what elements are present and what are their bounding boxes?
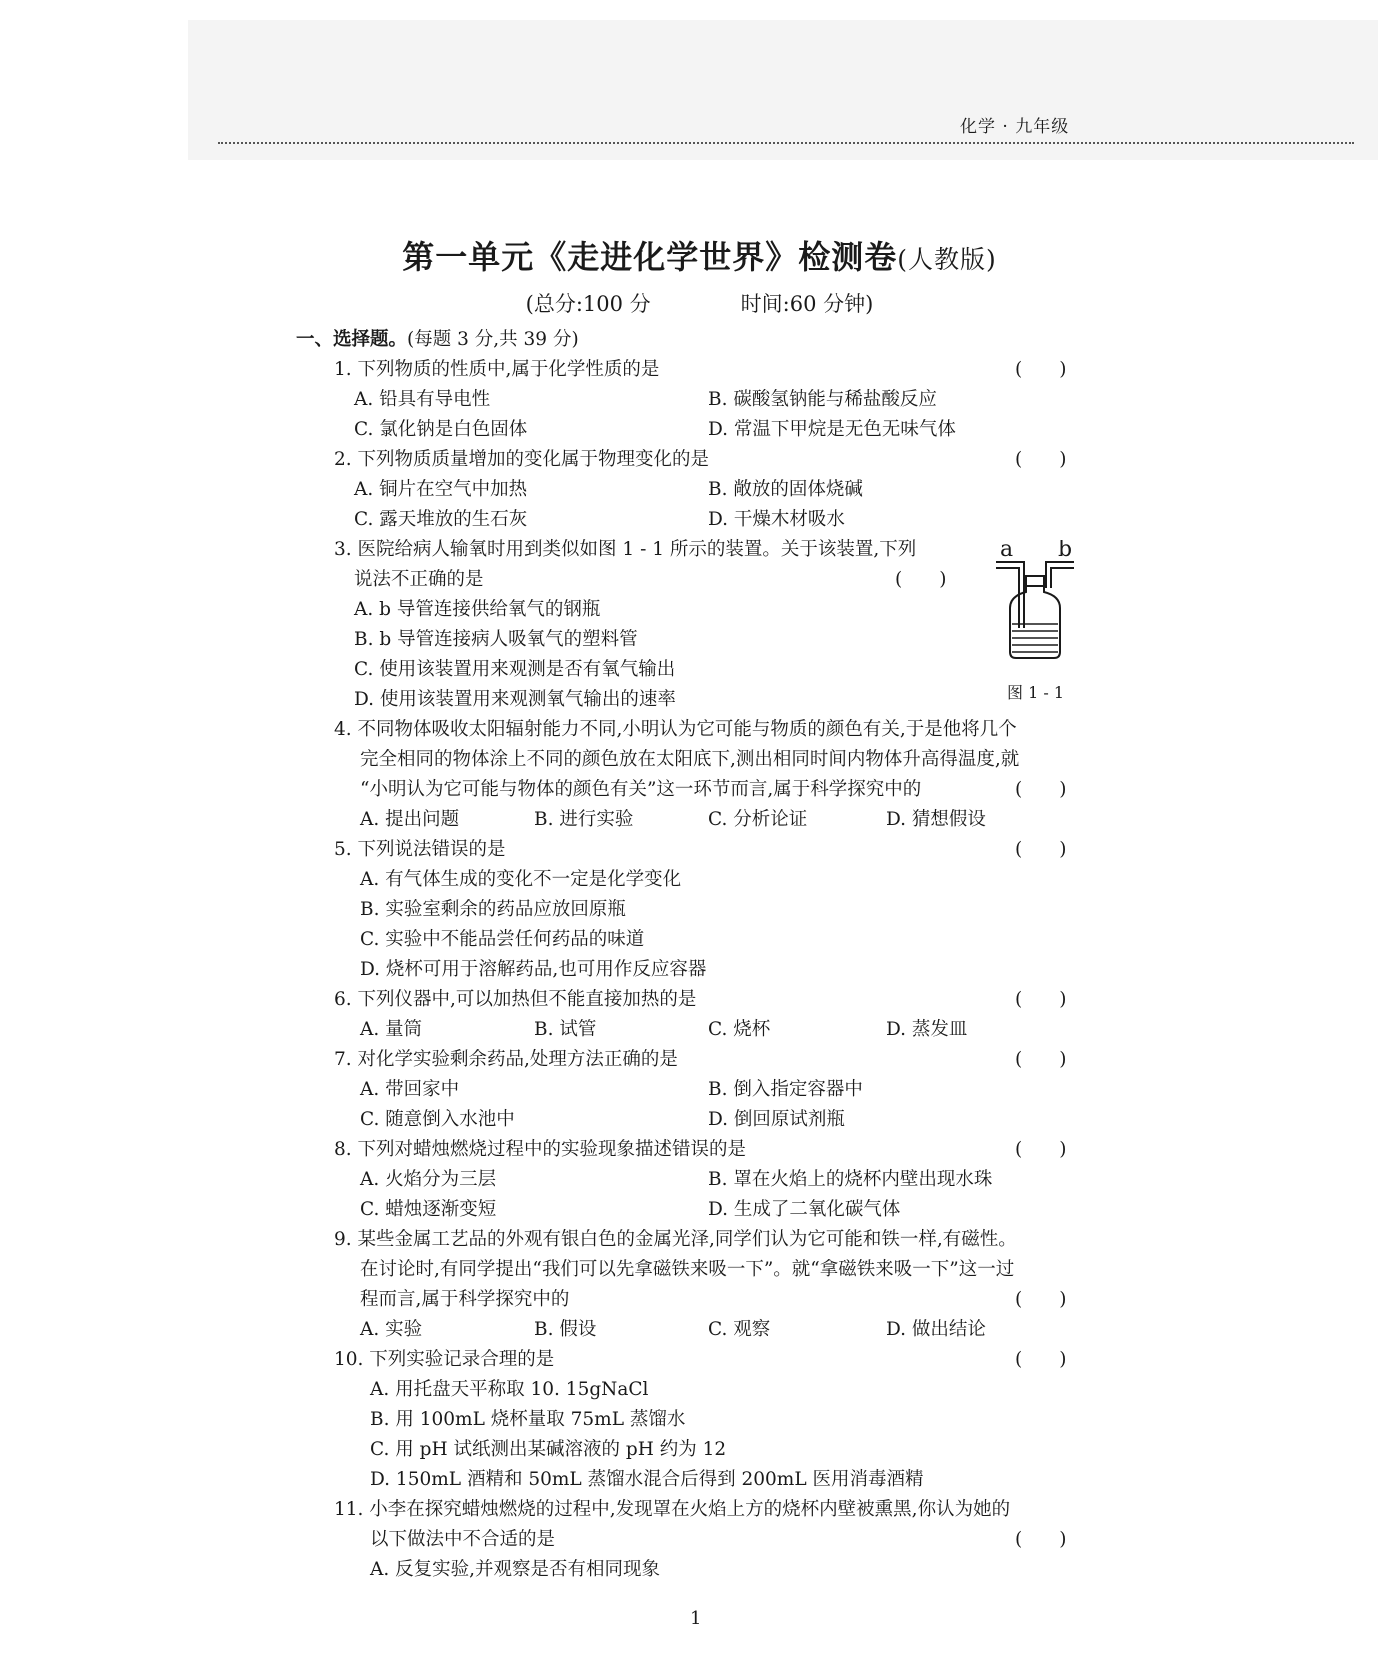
header-band bbox=[188, 20, 1378, 160]
question-5-answer-bracket[interactable]: ( ) bbox=[1015, 839, 1067, 860]
question-8-option-a: A. 火焰分为三层 bbox=[360, 1169, 497, 1190]
question-7-option-c: C. 随意倒入水池中 bbox=[360, 1109, 515, 1130]
question-2-option-d: D. 干燥木材吸水 bbox=[708, 509, 845, 530]
section-note: (每题 3 分,共 39 分) bbox=[407, 329, 579, 350]
header-divider bbox=[218, 142, 1354, 144]
figure-label-b: b bbox=[1058, 540, 1073, 562]
question-2-option-b: B. 敞放的固体烧碱 bbox=[708, 479, 863, 500]
question-5-option-d: D. 烧杯可用于溶解药品,也可用作反应容器 bbox=[360, 959, 707, 980]
question-11-option-a: A. 反复实验,并观察是否有相同现象 bbox=[370, 1559, 661, 1580]
question-9-stem-line-3: 程而言,属于科学探究中的 bbox=[360, 1289, 570, 1310]
question-8-option-d: D. 生成了二氧化碳气体 bbox=[708, 1199, 901, 1220]
question-5-stem: 5. 下列说法错误的是 bbox=[334, 839, 506, 860]
figure-label-a: a bbox=[1000, 540, 1014, 562]
question-9-stem-line-2: 在讨论时,有同学提出“我们可以先拿磁铁来吸一下”。就“拿磁铁来吸一下”这一过 bbox=[360, 1259, 1015, 1280]
question-4-stem-line-1: 4. 不同物体吸收太阳辐射能力不同,小明认为它可能与物质的颜色有关,于是他将几个 bbox=[334, 719, 1017, 740]
question-3-stem-line-2: 说法不正确的是 bbox=[354, 569, 484, 590]
question-10-answer-bracket[interactable]: ( ) bbox=[1015, 1349, 1067, 1370]
question-5-option-c: C. 实验中不能品尝任何药品的味道 bbox=[360, 929, 645, 950]
exam-meta bbox=[0, 288, 1399, 318]
question-11-stem-line-2: 以下做法中不合适的是 bbox=[370, 1529, 556, 1550]
question-4-option-d: D. 猜想假设 bbox=[886, 809, 986, 830]
question-10-option-d: D. 150mL 酒精和 50mL 蒸馏水混合后得到 200mL 医用消毒酒精 bbox=[370, 1469, 924, 1490]
section-heading bbox=[296, 328, 579, 352]
total-score: (总分:100 分 bbox=[525, 292, 651, 316]
question-4-option-a: A. 提出问题 bbox=[360, 809, 460, 830]
title-edition: (人教版) bbox=[897, 245, 997, 274]
question-4-option-c: C. 分析论证 bbox=[708, 809, 808, 830]
question-11-stem-line-1: 11. 小李在探究蜡烛燃烧的过程中,发现罩在火焰上方的烧杯内壁被熏黑,你认为她的 bbox=[334, 1499, 1011, 1520]
question-1-option-b: B. 碳酸氢钠能与稀盐酸反应 bbox=[708, 389, 937, 410]
question-4-stem-line-3: “小明认为它可能与物体的颜色有关”这一环节而言,属于科学探究中的 bbox=[360, 779, 922, 800]
question-2-option-a: A. 铜片在空气中加热 bbox=[354, 479, 528, 500]
question-2-answer-bracket[interactable]: ( ) bbox=[1015, 449, 1067, 470]
question-9-option-a: A. 实验 bbox=[360, 1319, 423, 1340]
question-6-option-a: A. 量筒 bbox=[360, 1019, 423, 1040]
question-7-option-b: B. 倒入指定容器中 bbox=[708, 1079, 863, 1100]
figure-caption: 图 1 - 1 bbox=[1007, 683, 1065, 702]
question-6-option-b: B. 试管 bbox=[534, 1019, 597, 1040]
question-11-answer-bracket[interactable]: ( ) bbox=[1015, 1529, 1067, 1550]
question-9-stem-line-1: 9. 某些金属工艺品的外观有银白色的金属光泽,同学们认为它可能和铁一样,有磁性。 bbox=[334, 1229, 1017, 1250]
question-3-option-a: A. b 导管连接供给氧气的钢瓶 bbox=[354, 599, 601, 620]
question-1-answer-bracket[interactable]: ( ) bbox=[1015, 359, 1067, 380]
question-6-answer-bracket[interactable]: ( ) bbox=[1015, 989, 1067, 1010]
question-3-option-c: C. 使用该装置用来观测是否有氧气输出 bbox=[354, 659, 676, 680]
question-9-option-b: B. 假设 bbox=[534, 1319, 597, 1340]
question-1-option-a: A. 铅具有导电性 bbox=[354, 389, 491, 410]
question-10-option-c: C. 用 pH 试纸测出某碱溶液的 pH 约为 12 bbox=[370, 1439, 727, 1460]
question-3-option-b: B. b 导管连接病人吸氧气的塑料管 bbox=[354, 629, 638, 650]
question-7-option-a: A. 带回家中 bbox=[360, 1079, 460, 1100]
question-1-option-c: C. 氯化钠是白色固体 bbox=[354, 419, 528, 440]
question-8-option-c: C. 蜡烛逐渐变短 bbox=[360, 1199, 497, 1220]
question-4-option-b: B. 进行实验 bbox=[534, 809, 634, 830]
question-2-stem: 2. 下列物质质量增加的变化属于物理变化的是 bbox=[334, 449, 710, 470]
question-1-stem: 1. 下列物质的性质中,属于化学性质的是 bbox=[334, 359, 660, 380]
question-8-answer-bracket[interactable]: ( ) bbox=[1015, 1139, 1067, 1160]
question-3-answer-bracket[interactable]: ( ) bbox=[895, 569, 947, 590]
question-8-option-b: B. 罩在火焰上的烧杯内壁出现水珠 bbox=[708, 1169, 993, 1190]
question-9-answer-bracket[interactable]: ( ) bbox=[1015, 1289, 1067, 1310]
title-main: 第一单元《走进化学世界》检测卷 bbox=[402, 238, 898, 276]
question-6-stem: 6. 下列仪器中,可以加热但不能直接加热的是 bbox=[334, 989, 697, 1010]
gas-washing-bottle-icon bbox=[996, 540, 1086, 665]
question-10-option-b: B. 用 100mL 烧杯量取 75mL 蒸馏水 bbox=[370, 1409, 686, 1430]
question-7-stem: 7. 对化学实验剩余药品,处理方法正确的是 bbox=[334, 1049, 678, 1070]
question-10-stem: 10. 下列实验记录合理的是 bbox=[334, 1349, 555, 1370]
question-9-option-d: D. 做出结论 bbox=[886, 1319, 986, 1340]
question-5-option-a: A. 有气体生成的变化不一定是化学变化 bbox=[360, 869, 682, 890]
header-subject: 化学 · 九年级 bbox=[960, 117, 1070, 137]
page-title bbox=[0, 232, 1399, 278]
question-9-option-c: C. 观察 bbox=[708, 1319, 771, 1340]
question-3-stem-line-1: 3. 医院给病人输氧时用到类似如图 1 - 1 所示的装置。关于该装置,下列 bbox=[334, 539, 917, 560]
question-1-option-d: D. 常温下甲烷是无色无味气体 bbox=[708, 419, 956, 440]
question-7-option-d: D. 倒回原试剂瓶 bbox=[708, 1109, 845, 1130]
question-8-stem: 8. 下列对蜡烛燃烧过程中的实验现象描述错误的是 bbox=[334, 1139, 747, 1160]
section-label: 一、选择题。 bbox=[296, 329, 408, 350]
question-4-stem-line-2: 完全相同的物体涂上不同的颜色放在太阳底下,测出相同时间内物体升高得温度,就 bbox=[360, 749, 1020, 770]
question-4-answer-bracket[interactable]: ( ) bbox=[1015, 779, 1067, 800]
question-7-answer-bracket[interactable]: ( ) bbox=[1015, 1049, 1067, 1070]
question-6-option-d: D. 蒸发皿 bbox=[886, 1019, 968, 1040]
question-6-option-c: C. 烧杯 bbox=[708, 1019, 771, 1040]
page-number: 1 bbox=[690, 1608, 702, 1629]
time-limit: 时间:60 分钟) bbox=[740, 292, 874, 316]
question-3-option-d: D. 使用该装置用来观测氧气输出的速率 bbox=[354, 689, 676, 710]
question-2-option-c: C. 露天堆放的生石灰 bbox=[354, 509, 528, 530]
question-5-option-b: B. 实验室剩余的药品应放回原瓶 bbox=[360, 899, 626, 920]
question-10-option-a: A. 用托盘天平称取 10. 15gNaCl bbox=[370, 1379, 649, 1400]
